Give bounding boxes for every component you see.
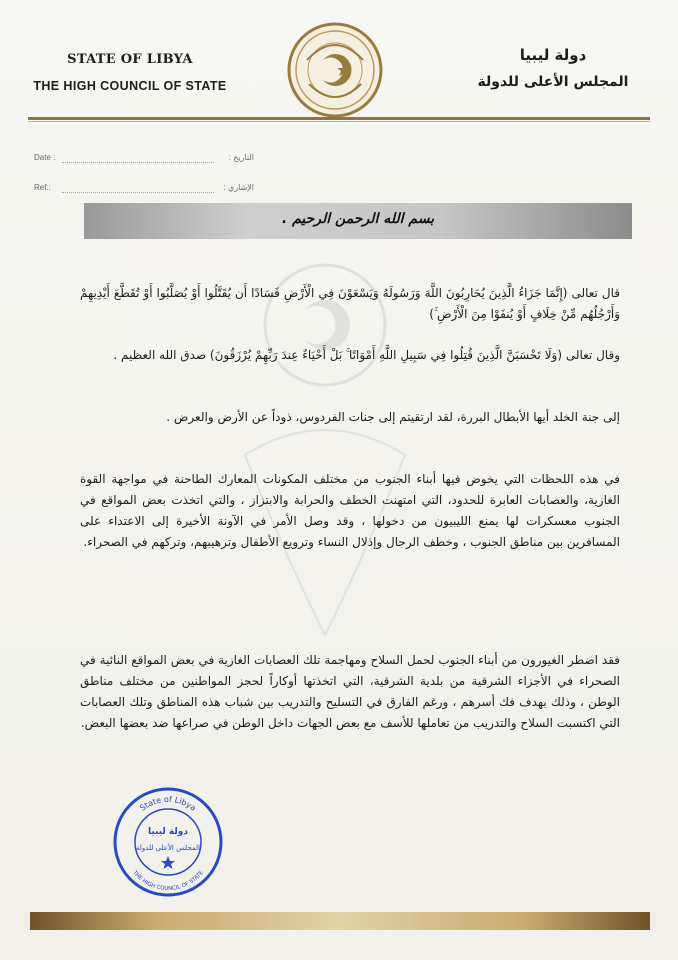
reference-field: [34, 183, 254, 197]
tribute-paragraph: إلى جنة الخلد أيها الأبطال البررة، لقد ارتقيتم إلى جنات الفردوس، ذوداً عن الأرض والعرض .: [166, 410, 620, 424]
stamp-ar-line-1: دولة ليبيا: [148, 827, 188, 837]
footer-bar: [30, 912, 650, 930]
header-divider-thin: [28, 121, 650, 122]
official-stamp-icon: [112, 786, 224, 898]
org-name-english: [30, 52, 230, 93]
verse-paragraph-2: وقال تعالى (وَلَا تَحْسَبَنَّ الَّذِينَ قُتِلُوا فِي سَبِيلِ اللَّهِ أَمْوَاتًا ۚ بَلْ أَحْيَاءٌ عِندَ رَبِّهِمْ يُرْزَقُونَ) صدق الله العظيم .: [113, 348, 620, 362]
date-field: [34, 153, 254, 167]
council-name-en: THE HIGH COUNCIL OF STATE: [33, 79, 227, 93]
action-paragraph: فقد اضطر الغيورون من أبناء الجنوب لحمل السلاح ومهاجمة تلك العصابات الغازية في بعض المواقع النائية في الصحراء في الأجزاء الشرقية من بلدية الشرقية، التي اتخذتها أوكاراً لحجز المواطنين من مختلف مناطق الوطن ، وذلك بهدف فك أسرهم ، ورغم الفارق في التسليح والتدريب بين شباب هذه المناطق وتلك العصابات التي اكتسبت السلاح والتدريب من تعاملها للأسف مع بعض الجهات داخل الوطن في صراعها ضد بعضها البعض.: [80, 653, 620, 730]
state-name-ar: دولة ليبيا: [519, 46, 587, 64]
ref-label-ar: الإشاري :: [223, 183, 254, 192]
stamp-top-text: State of Libya: [138, 794, 198, 813]
council-name-ar: المجلس الأعلى للدولة: [477, 74, 629, 90]
state-emblem-icon: [287, 22, 383, 118]
date-label-ar: التاريخ :: [228, 153, 254, 162]
state-name-en: STATE OF LIBYA: [67, 52, 193, 67]
date-dotted-line: [62, 162, 214, 163]
date-label-en: Date :: [34, 153, 56, 162]
verse-paragraph-1: قال تعالى (إِنَّمَا جَزَاءُ الَّذِينَ يُحَارِبُونَ اللَّهَ وَرَسُولَهُ وَيَسْعَوْنَ فِي الْأَرْضِ فَسَادًا أَن يُقَتَّلُوا أَوْ يُصَلَّبُوا أَوْ تُقَطَّعَ أَيْدِيهِمْ وَأَرْجُلُهُم مِّنْ خِلَافٍ أَوْ يُنفَوْا مِنَ الْأَرْضِ ۚ): [80, 286, 620, 321]
svg-text:State of Libya: [138, 795, 198, 813]
bismillah-text: بسم الله الرحمن الرحيم .: [281, 211, 435, 227]
ref-label-en: Ref.:: [34, 183, 51, 192]
stamp-bottom-text: THE HIGH COUNCIL OF STATE: [131, 869, 205, 893]
header-divider: [28, 117, 650, 120]
bismillah-banner: [84, 203, 632, 239]
stamp-ar-line-2: المجلس الأعلى للدولة: [136, 844, 200, 852]
ref-dotted-line: [62, 192, 214, 193]
org-name-arabic: [468, 46, 638, 90]
situation-paragraph: في هذه اللحظات التي يخوض فيها أبناء الجنوب من مختلف المكونات المعارك الطاحنة في مواجهة القوة الغازية، والعصابات العابرة للحدود، التي امتهنت الخطف والحرابة والابتزاز ، والتي اتخذت بعض المواقع في الجنوب معسكرات لها يمنع الليبيون من دخولها ، وقد وصل الأمر في الآونة الأخيرة إلى الاعتداء على المسافرين بين مناطق الجنوب ، وخطف الرجال وإذلال النساء وترويع الأطفال وترهيبهم، وتركهم في الصحراء.: [80, 472, 620, 549]
